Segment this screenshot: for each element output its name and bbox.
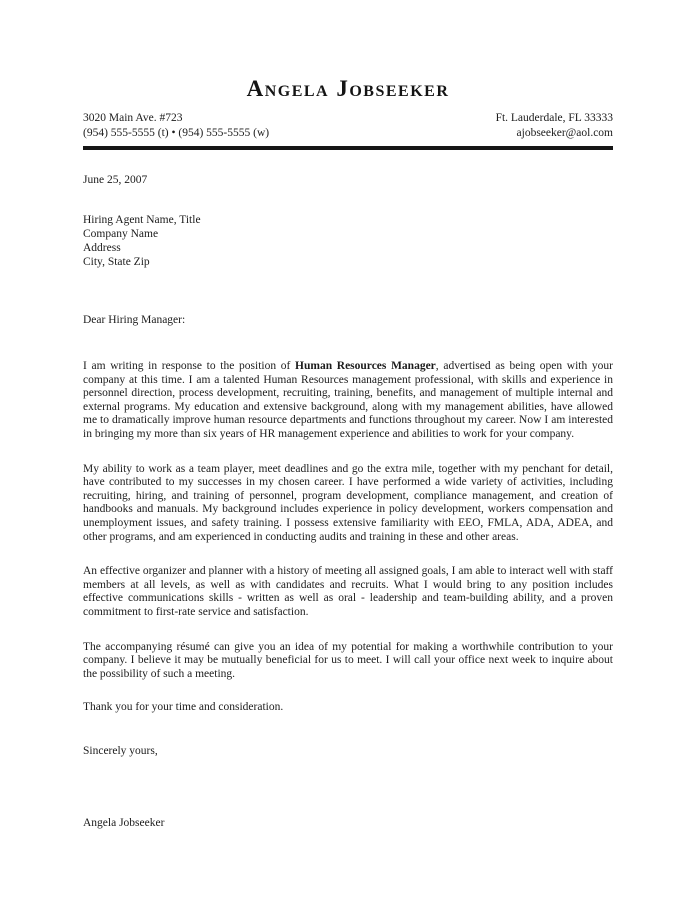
sender-city-state-zip: Ft. Lauderdale, FL 33333 — [495, 112, 613, 124]
cover-letter — [83, 76, 613, 830]
salutation: Dear Hiring Manager: — [83, 314, 186, 326]
paragraph-1-text-after: , advertised as being open with your company at this time. I am a talented Human Resources management professional, with skills and experience in personnel direction, process development, recruiting, training, benefits, and management of multiple internal and external programs. My education and extensive background, along with my management abilities, have allowed me to dramatically improve human resource departments and functions throughout my career. Now I am interested in bringing my more than six years of HR management experience and abilities to work for your company. — [83, 360, 613, 440]
closing-line: Sincerely yours, — [83, 745, 158, 758]
recipient-city-state-zip: City, State Zip — [83, 256, 150, 268]
sender-street-address: 3020 Main Ave. #723 — [83, 112, 183, 124]
position-title-bold: Human Resources Manager — [295, 360, 436, 372]
sender-email: ajobseeker@aol.com — [516, 127, 613, 139]
contact-left-column — [83, 111, 269, 141]
sender-phone-numbers: (954) 555-5555 (t) • (954) 555-5555 (w) — [83, 127, 270, 139]
recipient-address-block — [83, 213, 613, 269]
paragraph-1-text-before: I am writing in response to the position of — [83, 360, 296, 372]
body-paragraph-3: An effective organizer and planner with a history of meeting all assigned goals, I am able to interact well with staff members at all levels, as well as with candidates and recruits. What I would bring to any position includes effective communications skills - written as well as oral - leadership and team-building ability, and a proven commitment to first-rate service and satisfaction. — [83, 565, 613, 618]
body-paragraph-4: The accompanying résumé can give you an idea of my potential for making a worthwhile contribution to your company. I believe it may be mutually beneficial for us to meet. I will call your office next week to inquire about the possibility of such a meeting. — [83, 640, 613, 680]
contact-right-column — [496, 111, 613, 141]
letterhead-divider-rule — [83, 146, 613, 150]
recipient-name-title: Hiring Agent Name, Title — [83, 214, 201, 226]
signature-name: Angela Jobseeker — [83, 817, 165, 830]
letterhead-contact — [83, 111, 613, 141]
body-paragraph-2: My ability to work as a team player, meet deadlines and go the extra mile, together with my penchant for detail, have contributed to my successes in my chosen career. I have performed a wide variety of activities, including recruiting, hiring, and training of personnel, program development, compliance management, and creation of handbooks and manuals. My background includes experience in policy development, workers compensation and unemployment issues, and safety training. I possess extensive familiarity with EEO, FMLA, ADA, ADEA, and other programs, and am experienced in conducting audits and training in these and other areas. — [83, 462, 613, 543]
sender-name: Angela Jobseeker — [246, 76, 450, 101]
thank-you-line: Thank you for your time and consideration. — [83, 701, 284, 714]
letter-date: June 25, 2007 — [83, 174, 148, 186]
recipient-company: Company Name — [83, 228, 159, 240]
body-paragraph-1 — [83, 360, 613, 442]
recipient-address: Address — [83, 242, 121, 254]
